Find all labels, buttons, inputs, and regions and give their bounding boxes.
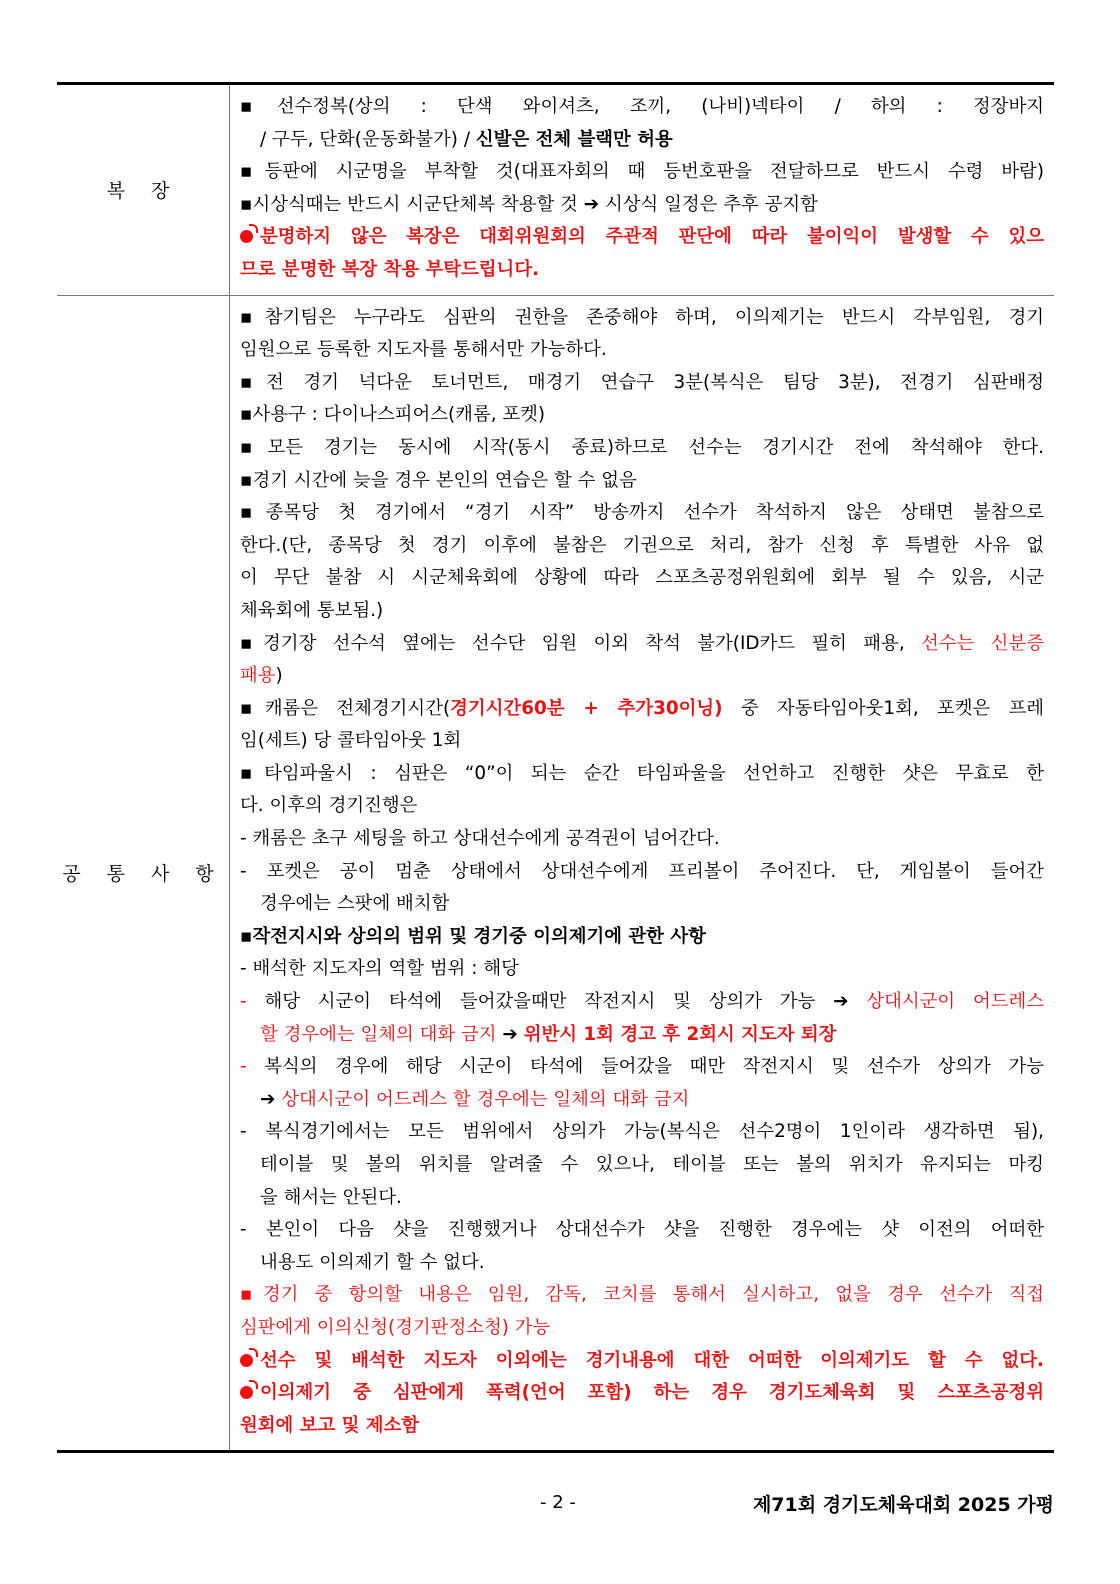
carom-time-note: 경기시간60분 + 추가30이닝) (450, 697, 723, 719)
rule-line: 할 경우에는 일체의 대화 금지 ➔ 위반시 1회 경고 후 2회시 지도자 퇴장 (260, 1023, 837, 1045)
rule-line: - 해당 시군이 타석에 들어갔을때만 작전지시 및 상의가 가능 ➔ 상대시군이 어드레스 (240, 991, 1045, 1013)
rule-line: ▪참기팀은 누구라도 심판의 권한을 존중해야 하며, 이의제기는 반드시 각부임원, 경기 (240, 306, 1044, 328)
dress-label: 복 장 (57, 84, 230, 296)
rule-line: 체육회에 통보됨.) (240, 599, 384, 621)
rule-line: ▪경기 시간에 늦을 경우 본인의 연습은 할 수 없음 (240, 469, 637, 491)
bomb-icon (240, 1386, 253, 1399)
rule-line: - 본인이 다음 샷을 진행했거나 상대선수가 샷을 진행한 경우에는 샷 이전의 어떠한 (240, 1219, 1044, 1241)
rule-line: 이 무단 불참 시 시군체육회에 상황에 따라 스포츠공정위원회에 회부 될 수 있음, 시군 (240, 567, 1044, 589)
footer-title: 제71회 경기도체육대회 2025 가평 (752, 1494, 1054, 1516)
rule-line: - 캐롬은 초구 세팅을 하고 상대선수에게 공격권이 넘어간다. (240, 828, 720, 850)
rule-line: ▪타임파울시 : 심판은 “0”이 되는 순간 타임파울을 선언하고 진행한 샷은 무효로 한 (240, 762, 1044, 784)
black-shoes-note: 신발은 전체 블랙만 허용 (475, 128, 673, 150)
common-row (57, 295, 1054, 1452)
rule-line: - 배석한 지도자의 역할 범위 : 해당 (240, 958, 519, 980)
rule-line: 패용) (240, 665, 283, 687)
rule-line: 다. 이후의 경기진행은 (240, 795, 418, 817)
warning-line: 원회에 보고 및 제소함 (240, 1414, 420, 1436)
rule-line: - 포켓은 공이 멈춘 상태에서 상대선수에게 프리볼이 주어진다. 단, 게임볼이 들어간 (240, 860, 1044, 882)
rule-line: ▪경기 중 항의할 내용은 임원, 감독, 코치를 통해서 실시하고, 없을 경우 선수가 직접 (240, 1284, 1044, 1306)
rule-line: 심판에게 이의신청(경기판정소청) 가능 (240, 1316, 551, 1338)
dress-warning: 분명하지 않은 복장은 대회위원회의 주관적 판단에 따라 불이익이 발생할 수 있으 (240, 221, 1044, 254)
dress-line: ▪시상식때는 반드시 시군단체복 착용할 것 ➔ 시상식 일정은 추후 공지함 (240, 193, 818, 215)
warning-line: 선수 및 배석한 지도자 이외에는 경기내용에 대한 어떠한 이의제기도 할 수 없다. (240, 1345, 1044, 1378)
rule-line: - 복식경기에서는 모든 범위에서 상의가 가능(복식은 선수2명이 1인이라 생각하면 됨), (240, 1121, 1044, 1143)
rule-line: ▪경기장 선수석 옆에는 선수단 임원 이외 착석 불가(ID카드 필히 패용, 선수는 신분증 (240, 632, 1044, 654)
rule-line: 을 해서는 안된다. (260, 1186, 402, 1208)
page-number: - 2 - (540, 1492, 576, 1513)
dress-warning: 므로 분명한 복장 착용 부탁드립니다. (240, 258, 540, 280)
rule-line: - 복식의 경우에 해당 시군이 타석에 들어갔을 때만 작전지시 및 선수가 상의가 가능 (240, 1056, 1045, 1078)
dress-row (57, 84, 1054, 296)
dress-line: ▪선수정복(상의 : 단색 와이셔츠, 조끼, (나비)넥타이 / 하의 : 정장바지 (240, 96, 1044, 117)
dress-content (230, 84, 1055, 296)
common-label: 공 통 사 항 (57, 295, 230, 1452)
dress-line: / 구두, 단화(운동화불가) / 신발은 전체 블랙만 허용 (260, 128, 673, 150)
rule-line: 테이블 및 볼의 위치를 알려줄 수 있으나, 테이블 또는 볼의 위치가 유지되는 마킹 (260, 1154, 1044, 1175)
dress-line: ▪등판에 시군명을 부착할 것(대표자회의 때 등번호판을 전달하므로 반드시 수령 바람) (240, 161, 1044, 183)
rule-line: ▪전 경기 넉다운 토너먼트, 매경기 연습구 3분(복식은 팀당 3분), 전경기 심판배정 (240, 371, 1044, 393)
rule-line: 경우에는 스팟에 배치함 (260, 893, 450, 915)
rule-line: 임(세트) 당 콜타임아웃 1회 (240, 730, 462, 752)
warning-line: 이의제기 중 심판에게 폭력(언어 포함) 하는 경우 경기도체육회 및 스포츠공정위 (240, 1377, 1044, 1410)
rule-line: ▪종목당 첫 경기에서 “경기 시작” 방송까지 선수가 착석하지 않은 상태면 불참으로 (240, 502, 1044, 524)
bomb-icon (240, 1354, 253, 1367)
rule-line: 내용도 이의제기 할 수 없다. (260, 1251, 485, 1273)
rules-table (57, 82, 1054, 1453)
rule-line: 임원으로 등록한 지도자를 통해서만 가능하다. (240, 339, 607, 361)
rule-line: ➔ 상대시군이 어드레스 할 경우에는 일체의 대화 금지 (260, 1088, 690, 1110)
rule-line: ▪사용구 : 다이나스피어스(캐롬, 포켓) (240, 404, 546, 426)
section-heading: ▪작전지시와 상의의 범위 및 경기중 이의제기에 관한 사항 (240, 925, 706, 947)
rule-line: 한다.(단, 종목당 첫 경기 이후에 불참은 기권으로 처리, 참가 신청 후 특별한 사유 없 (240, 534, 1044, 556)
rule-line: ▪캐롬은 전체경기시간(경기시간60분 + 추가30이닝) 중 자동타임아웃1회, 포켓은 프레 (240, 697, 1044, 719)
bomb-icon (240, 230, 253, 243)
rule-line: ▪모든 경기는 동시에 시작(동시 종료)하므로 선수는 경기시간 전에 착석해야 한다. (240, 436, 1044, 458)
common-content (230, 295, 1055, 1452)
